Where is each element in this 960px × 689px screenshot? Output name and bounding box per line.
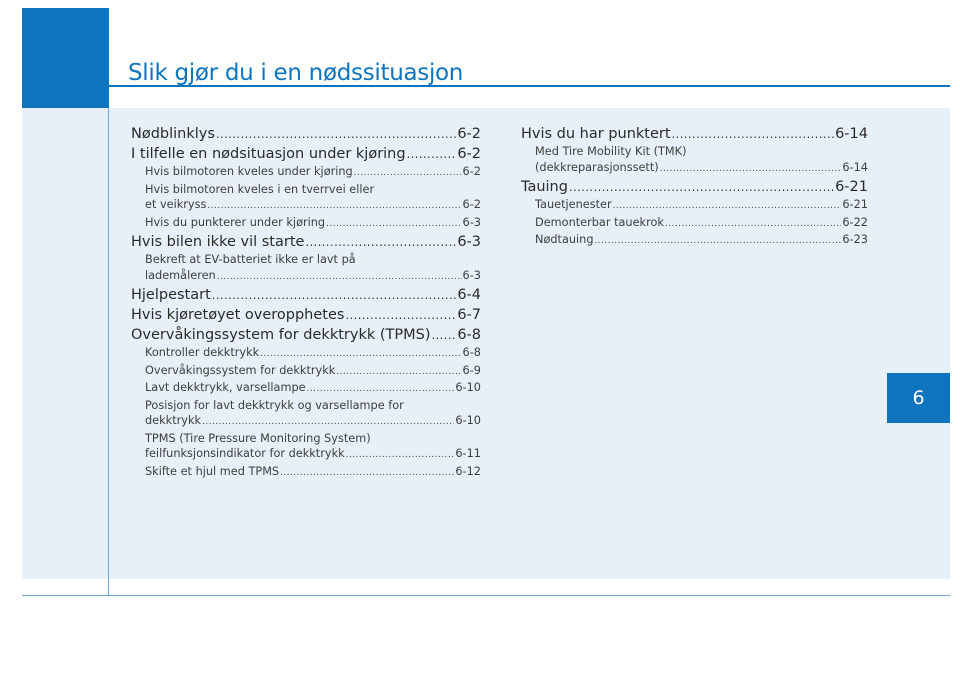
toc-page-number: 6-14 [842,160,868,174]
toc-entry-title: Overvåkingssystem for dekktrykk (TPMS) [131,327,431,343]
corner-color-block [22,8,109,108]
toc-dot-leader [672,126,835,144]
toc-dot-leader [305,234,456,252]
chapter-tab-label: 6 [912,387,925,409]
toc-dot-leader [613,199,842,215]
toc-entry-title: Tauing [521,179,568,195]
toc-dot-leader [431,327,456,345]
toc-page-number: 6-3 [462,268,481,282]
toc-entry-title: Nødtauing [535,233,594,246]
toc-subsection-entry[interactable] [521,197,868,215]
chapter-tab[interactable] [887,373,950,423]
toc-dot-leader [202,415,454,431]
toc-entry-title: Hvis bilen ikke vil starte [131,234,305,250]
toc-section-entry[interactable] [521,178,868,197]
toc-dot-leader [569,179,834,197]
toc-section-entry[interactable] [131,326,481,345]
toc-entry-title: Lavt dekktrykk, varsellampe [145,381,306,394]
toc-subsection-entry [131,182,481,198]
toc-page-number: 6-8 [457,327,481,343]
toc-dot-leader [345,307,456,325]
toc-subsection-entry[interactable] [521,232,868,250]
margin-divider [108,108,109,596]
toc-entry-title: Nødblinklys [131,126,215,142]
toc-section-entry[interactable] [131,125,481,144]
toc-dot-leader [307,382,455,398]
toc-dot-leader [326,217,461,233]
toc-dot-leader [336,365,461,381]
toc-page-number: 6-8 [462,346,481,359]
toc-left-column [131,124,481,481]
toc-subsection-entry [131,431,481,447]
toc-entry-title: Hjelpestart [131,287,211,303]
toc-entry-title: I tilfelle en nødsituasjon under kjøring [131,146,406,162]
toc-subsection-entry[interactable] [131,197,481,215]
toc-subsection-entry[interactable] [131,464,481,482]
toc-subsection-entry [131,252,481,268]
toc-subsection-entry[interactable] [131,268,481,286]
toc-entry-title: Posisjon for lavt dekktrykk og varsellampe for [145,398,404,412]
toc-entry-title: feilfunksjonsindikator for dekktrykk [145,447,345,460]
toc-page-number: 6-12 [455,464,481,478]
toc-page-number: 6-2 [462,165,481,178]
toc-dot-leader [216,126,456,144]
toc-dot-leader [595,234,842,250]
toc-page-number: 6-7 [457,307,481,323]
toc-page-number: 6-10 [455,381,481,394]
toc-dot-leader [207,199,461,215]
toc-section-entry[interactable] [521,125,868,144]
toc-page-number: 6-4 [457,287,481,303]
toc-subsection-entry[interactable] [521,215,868,233]
toc-section-entry[interactable] [131,233,481,252]
toc-page-number: 6-23 [842,233,868,246]
toc-subsection-entry[interactable] [131,380,481,398]
toc-subsection-entry[interactable] [131,363,481,381]
toc-page-number: 6-9 [462,363,481,377]
toc-subsection-entry[interactable] [131,345,481,363]
toc-right-column [521,124,868,250]
toc-entry-title: Hvis du har punktert [521,126,671,142]
bottom-divider [22,595,950,596]
toc-entry-title: Demonterbar tauekrok [535,215,664,229]
toc-dot-leader [280,466,454,482]
toc-subsection-entry[interactable] [131,164,481,182]
toc-subsection-entry[interactable] [521,160,868,178]
toc-page-number: 6-2 [457,146,481,162]
toc-page-number: 6-10 [455,414,481,427]
toc-entry-title: (dekkreparasjonssett) [535,160,659,174]
toc-entry-title: Skifte et hjul med TPMS [145,464,280,478]
toc-page-number: 6-2 [457,126,481,142]
toc-entry-title: Hvis bilmotoren kveles i en tverrvei eller [145,182,375,196]
toc-dot-leader [217,270,462,286]
toc-dot-leader [354,166,462,182]
toc-page-number: 6-3 [462,215,481,229]
toc-entry-title: dekktrykk [145,414,202,427]
toc-page-number: 6-21 [835,179,868,195]
toc-entry-title: Overvåkingssystem for dekktrykk [145,363,336,377]
toc-page-number: 6-2 [462,198,481,211]
toc-dot-leader [407,146,457,164]
toc-entry-title: Hvis kjøretøyet overopphetes [131,307,345,323]
toc-page-number: 6-3 [457,234,481,250]
toc-entry-title: Med Tire Mobility Kit (TMK) [535,145,687,158]
toc-section-entry[interactable] [131,306,481,325]
page-title: Slik gjør du i en nødssituasjon [128,60,464,86]
toc-subsection-entry[interactable] [131,215,481,233]
toc-subsection-entry[interactable] [131,413,481,431]
toc-page-number: 6-21 [842,198,868,211]
toc-page-number: 6-22 [842,215,868,229]
toc-page-number: 6-14 [835,126,868,142]
toc-entry-title: Tauetjenester [535,198,612,211]
toc-dot-leader [665,217,841,233]
toc-entry-title: et veikryss [145,198,207,211]
toc-entry-title: Bekreft at EV-batteriet ikke er lavt på [145,253,356,266]
toc-section-entry[interactable] [131,286,481,305]
toc-dot-leader [660,162,842,178]
toc-entry-title: TPMS (Tire Pressure Monitoring System) [145,431,371,445]
toc-subsection-entry[interactable] [131,446,481,464]
toc-dot-leader [346,448,455,464]
toc-entry-title: lademåleren [145,268,216,282]
toc-entry-title: Kontroller dekktrykk [145,346,260,359]
toc-subsection-entry [131,398,481,414]
toc-dot-leader [260,347,461,363]
toc-page-number: 6-11 [455,447,481,460]
toc-section-entry[interactable] [131,145,481,164]
toc-entry-title: Hvis du punkterer under kjøring [145,215,326,229]
toc-dot-leader [212,287,457,305]
toc-subsection-entry [521,144,868,160]
toc-entry-title: Hvis bilmotoren kveles under kjøring [145,165,353,178]
